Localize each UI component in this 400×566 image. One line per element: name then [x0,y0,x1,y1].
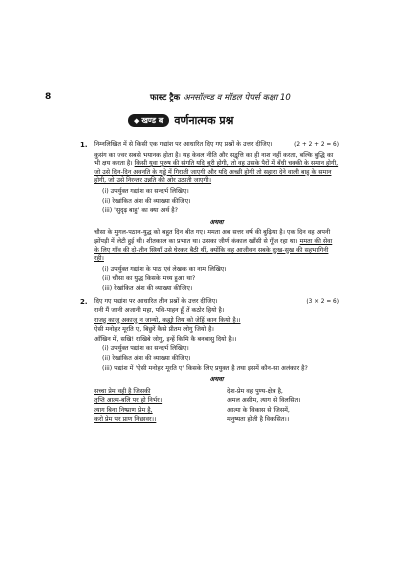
poem [94,387,339,425]
sub-question: (iii) रेखांकित अंश की व्याख्या कीजिए। [102,284,193,292]
book-title: फास्ट ट्रैक [150,93,181,103]
diamond-icon: ◆ [134,117,140,125]
content [80,138,339,424]
poem-line: तृप्ति आत्म-बलि पर हो निर्भर। [94,397,163,405]
verse-line: राजहू काजु अकाजु न जान्यो, कह्यो तिय को जेहिं कान कियो है।। [94,316,241,324]
poem-line: करो प्रेम पर प्राण निछावर।। [94,416,157,424]
poem-line: देश-प्रेम वह पुण्य-क्षेत्र है, [227,387,283,395]
underlined-text: ममता की सेवा के लिए गाँव की दो-तीन स्त्रियाँ उसे घेरकर बैठी थीं, क्योंकि वह आजीवन सबके दुःख-सुख की सहभागिनी रही। [94,237,333,263]
sub-question: (i) उपर्युक्त गद्यांश के पाठ एवं लेखक का नाम लिखिए। [102,265,227,273]
sub-question: (ii) चौसा का युद्ध किसके मध्य हुआ था? [102,275,196,283]
or-label: अथवा [209,218,224,226]
underlined-text: किसी युवा पुरुष की संगति यदि बुरी होगी, तो वह उसके पैरों में बँधी चक्की के समान होगी, जो उसे दिन-दिन अवनति के गड्ढे में गिराती जाएगी और यदि अच्छी होगी तो सहारा देने वाली बाहु के समान होगी, जो उसे निरन्तर उन्नति की ओर उठाती जाएगी। [94,160,339,185]
sub-question: (iii) 'सुदृढ़ बाहु' का क्या अर्थ है? [102,207,178,215]
poem-line: त्याग बिना निष्प्राण प्रेम है, [94,406,153,414]
verse-line: रानी मैं जानी अजानी महा, पवि-पाहन हूँ तें कठोर हियो है। [94,307,225,315]
marks: (3 × 2 = 6) [306,298,339,305]
question-number: 1. [80,141,88,149]
sub-question: (ii) रेखांकित अंश की व्याख्या कीजिए। [102,355,191,363]
running-header [150,92,291,103]
verse-line: ऐसी मनोहर मूरति ए, बिछुरें कैसे प्रीतम लोगु जियो है। [94,326,214,334]
marks: (2 + 2 + 2 = 6) [294,142,339,148]
poem-line: मनुष्यता होती है विकसित।। [227,416,290,424]
question-number: 2. [80,297,88,306]
alternate-passage: चौसा के मुगल-पठान-युद्ध को बहुत दिन बीत गए। ममता अब सत्तर वर्ष की बुढ़िया है। एक दिन वह अपनी झोंपड़ी में लेटी हुई थी। शीतकाल का प्रभात था। उसका जीर्ण कंकाल खाँसी से गूँज रहा था। ममता की सेवा के लिए गाँव की दो-तीन स्त्रियाँ उसे घेरकर बैठी थीं, क्योंकि वह आजीवन सबके दुःख-सुख की सहभागिनी रही। [94,229,333,263]
section-heading [128,113,233,128]
sub-question: (ii) रेखांकित अंश की व्याख्या कीजिए। [102,197,191,205]
passage: कुसंग का ज्वर सबसे भयानक होता है। यह केवल नीति और सद्वृत्ति का ही नाश नहीं करता, बल्कि बुद्धि का भी क्षय करता है। किसी युवा पुरुष की संगति यदि बुरी होगी, तो वह उसके पैरों में बँधी चक्की के समान होगी, जो उसे दिन-दिन अवनति के गड्ढे में गिराती जाएगी और यदि अच्छी होगी तो सहारा देने वाली बाहु के समान होगी, जो उसे निरन्तर उन्नति की ओर उठाती जाएगी। [94,151,339,185]
question-2 [80,297,339,425]
verse-line: आँखिन में, सखि! राखिबे जोगु, इन्हें किमि कै बनबासु दियो है।। [94,335,237,343]
section-title: वर्णनात्मक प्रश्न [174,114,234,127]
poem-line: सच्चा प्रेम वही है जिसकी [94,387,151,395]
question-prompt: दिए गए पद्यांश पर आधारित तीन प्रश्नों के उत्तर दीजिए। (3 × 2 = 6) [94,297,339,305]
book-subtitle: अनसॉल्व्ड व मॉडल पेपर्स कक्षा 10 [183,93,291,103]
poem-right-column [227,387,339,425]
poem-line: आत्मा के विकास से जिसमें, [227,406,290,414]
sub-question: (i) उपर्युक्त पद्यांश का सन्दर्भ लिखिए। [102,345,189,353]
page-number: 8 [45,92,52,102]
or-label: अथवा [209,376,224,384]
poem-left-column [94,387,206,425]
question-prompt: निम्नलिखित में से किसी एक गद्यांश पर आधारित दिए गए प्रश्नों के उत्तर दीजिए। (2 + 2 + 2 = 6) [94,141,339,148]
section-badge: ◆ खण्ड ब [128,114,169,127]
sub-question: (i) उपर्युक्त गद्यांश का सन्दर्भ लिखिए। [102,187,189,195]
poem-line: अमल असीम, त्याग से विलसित। [227,397,301,405]
question-1 [80,141,339,294]
sub-question: (iii) पद्यांश में 'ऐसी मनोहर मूरति ए' किसके लिए प्रयुक्त है तथा इसमें कौन-सा अलंकार है? [102,364,308,372]
